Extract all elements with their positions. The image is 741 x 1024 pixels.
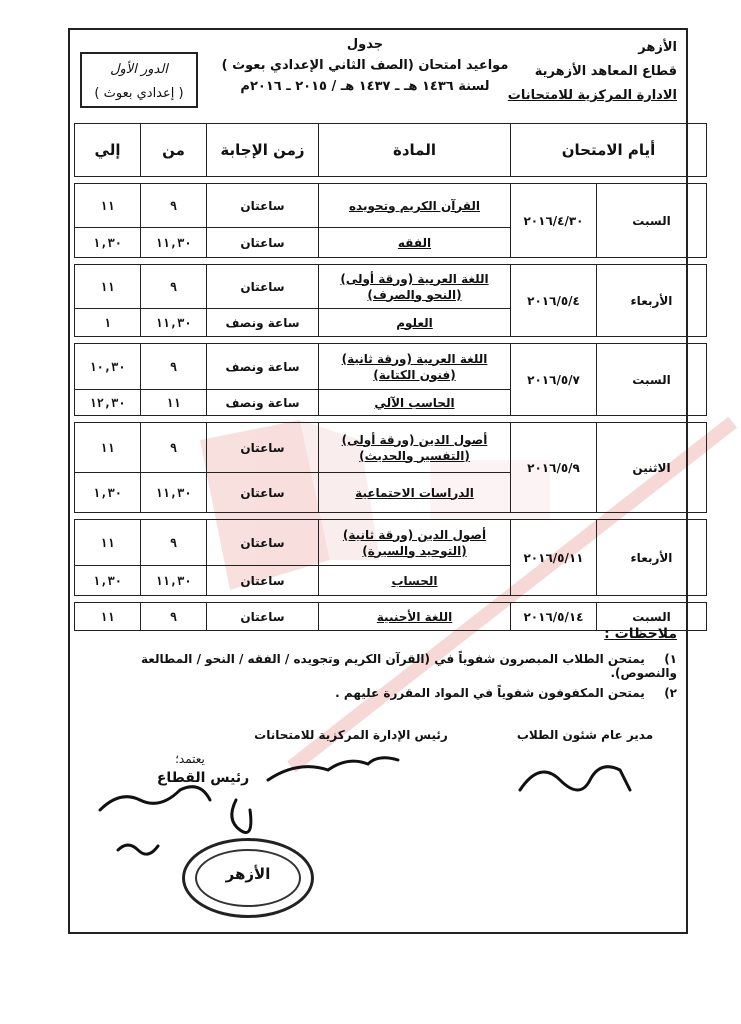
- date-cell: ٢٠١٦/٥/٧: [511, 344, 597, 416]
- title-main: مواعيد امتحان (الصف الثاني الإعدادي بعوث ): [221, 58, 509, 73]
- note-number: ١): [664, 652, 677, 666]
- from-cell: ٩: [141, 603, 207, 631]
- from-cell: ١١: [141, 390, 207, 416]
- duration-cell: ساعة ونصف: [207, 390, 319, 416]
- duration-cell: ساعتان: [207, 566, 319, 596]
- subject-line: أصول الدين (ورقة أولى): [341, 432, 488, 447]
- duration-cell: ساعتان: [207, 603, 319, 631]
- from-cell: ٩: [141, 520, 207, 566]
- day-cell: الاثنين: [597, 423, 707, 513]
- to-cell: ١: [75, 309, 141, 337]
- day-cell: الأربعاء: [597, 520, 707, 596]
- subject-line: (فنون الكتابة): [373, 367, 456, 382]
- to-cell: ١١: [75, 603, 141, 631]
- to-cell: ١١: [75, 520, 141, 566]
- official-stamp: [182, 838, 314, 918]
- to-cell: ١١: [75, 265, 141, 309]
- from-cell: ١١,٣٠: [141, 228, 207, 258]
- from-cell: ٩: [141, 344, 207, 390]
- date-cell: ٢٠١٦/٥/١٤: [511, 603, 597, 631]
- header-azhar: الأزهر: [638, 40, 677, 55]
- signature-title: رئيس الإدارة المركزية للامتحانات: [254, 728, 448, 742]
- approve-text: يعتمد؛: [175, 752, 205, 766]
- duration-cell: ساعتان: [207, 228, 319, 258]
- notes-title: ملاحظات :: [604, 626, 677, 642]
- subject-cell: العلوم: [319, 309, 511, 337]
- note-text: يمتحن المكفوفون شفوياً في المواد المقررة عليهم .: [335, 686, 645, 700]
- signature-title: رئيس القطاع: [156, 770, 250, 786]
- subject-cell: الحاسب الآلي: [319, 390, 511, 416]
- round-label: الدور الأول: [110, 62, 168, 77]
- duration-cell: ساعتان: [207, 473, 319, 513]
- duration-cell: ساعتان: [207, 184, 319, 228]
- duration-cell: ساعتان: [207, 520, 319, 566]
- signature-mark-students: [520, 767, 630, 790]
- subject-cell: القرآن الكريم وتجويده: [319, 184, 511, 228]
- subject-cell: الحساب: [319, 566, 511, 596]
- to-cell: ١١: [75, 423, 141, 473]
- duration-cell: ساعتان: [207, 265, 319, 309]
- header-subject: المادة: [319, 124, 511, 177]
- subject-cell: اللغة الأجنبية: [319, 603, 511, 631]
- title-table-word: جدول: [346, 37, 384, 52]
- header-to: إلي: [75, 124, 141, 177]
- stamp-text: الأزهر: [225, 865, 271, 883]
- subject-line: اللغة العربية (ورقة ثانية): [341, 351, 488, 366]
- day-cell: السبت: [597, 184, 707, 258]
- header-sector: قطاع المعاهد الأزهرية: [534, 64, 677, 79]
- signature-title: مدير عام شئون الطلاب: [516, 728, 654, 742]
- subject-line: أصول الدين (ورقة ثانية): [342, 527, 487, 542]
- duration-cell: ساعتان: [207, 423, 319, 473]
- to-cell: ١,٣٠: [75, 228, 141, 258]
- duration-cell: ساعة ونصف: [207, 344, 319, 390]
- duration-cell: ساعة ونصف: [207, 309, 319, 337]
- date-cell: ٢٠١٦/٥/١١: [511, 520, 597, 596]
- from-cell: ١١,٣٠: [141, 566, 207, 596]
- title-year: لسنة ١٤٣٦ هـ ـ ١٤٣٧ هـ / ٢٠١٥ ـ ٢٠١٦م: [240, 79, 490, 94]
- to-cell: ١,٣٠: [75, 473, 141, 513]
- signature-mark-sector: [100, 787, 210, 810]
- header-admin: الادارة المركزية للامتحانات: [507, 88, 677, 103]
- signature-mark-admin: [268, 758, 398, 780]
- from-cell: ٩: [141, 423, 207, 473]
- day-cell: السبت: [597, 344, 707, 416]
- from-cell: ٩: [141, 265, 207, 309]
- round-sub: ( إعدادي بعوث ): [94, 86, 184, 101]
- to-cell: ١١: [75, 184, 141, 228]
- subject-line: (التوحيد والسيرة): [362, 543, 467, 558]
- note-text: يمتحن الطلاب المبصرون شفوياً في (القرآن الكريم وتجويده / الفقه / النحو / المطالعة والنصوص).: [140, 652, 677, 680]
- signature-mark-date: [118, 845, 158, 854]
- subject-cell: الدراسات الاجتماعية: [319, 473, 511, 513]
- header-from: من: [141, 124, 207, 177]
- from-cell: ٩: [141, 184, 207, 228]
- header-days: أيام الامتحان: [511, 124, 707, 177]
- from-cell: ١١,٣٠: [141, 473, 207, 513]
- date-cell: ٢٠١٦/٥/٩: [511, 423, 597, 513]
- note-number: ٢): [664, 686, 677, 700]
- day-cell: الأربعاء: [597, 265, 707, 337]
- subject-cell: الفقه: [319, 228, 511, 258]
- header-duration: زمن الإجابة: [207, 124, 319, 177]
- subject-line: (النحو والصرف): [367, 287, 462, 302]
- subject-line: (التفسير والحديث): [359, 448, 470, 463]
- signature-mark-sector-2: [232, 800, 251, 833]
- to-cell: ١٢,٣٠: [75, 390, 141, 416]
- to-cell: ١,٣٠: [75, 566, 141, 596]
- day-cell: السبت: [597, 603, 707, 631]
- date-cell: ٢٠١٦/٤/٣٠: [511, 184, 597, 258]
- date-cell: ٢٠١٦/٥/٤: [511, 265, 597, 337]
- subject-line: اللغة العربية (ورقة أولى): [340, 271, 489, 286]
- to-cell: ١٠,٣٠: [75, 344, 141, 390]
- from-cell: ١١,٣٠: [141, 309, 207, 337]
